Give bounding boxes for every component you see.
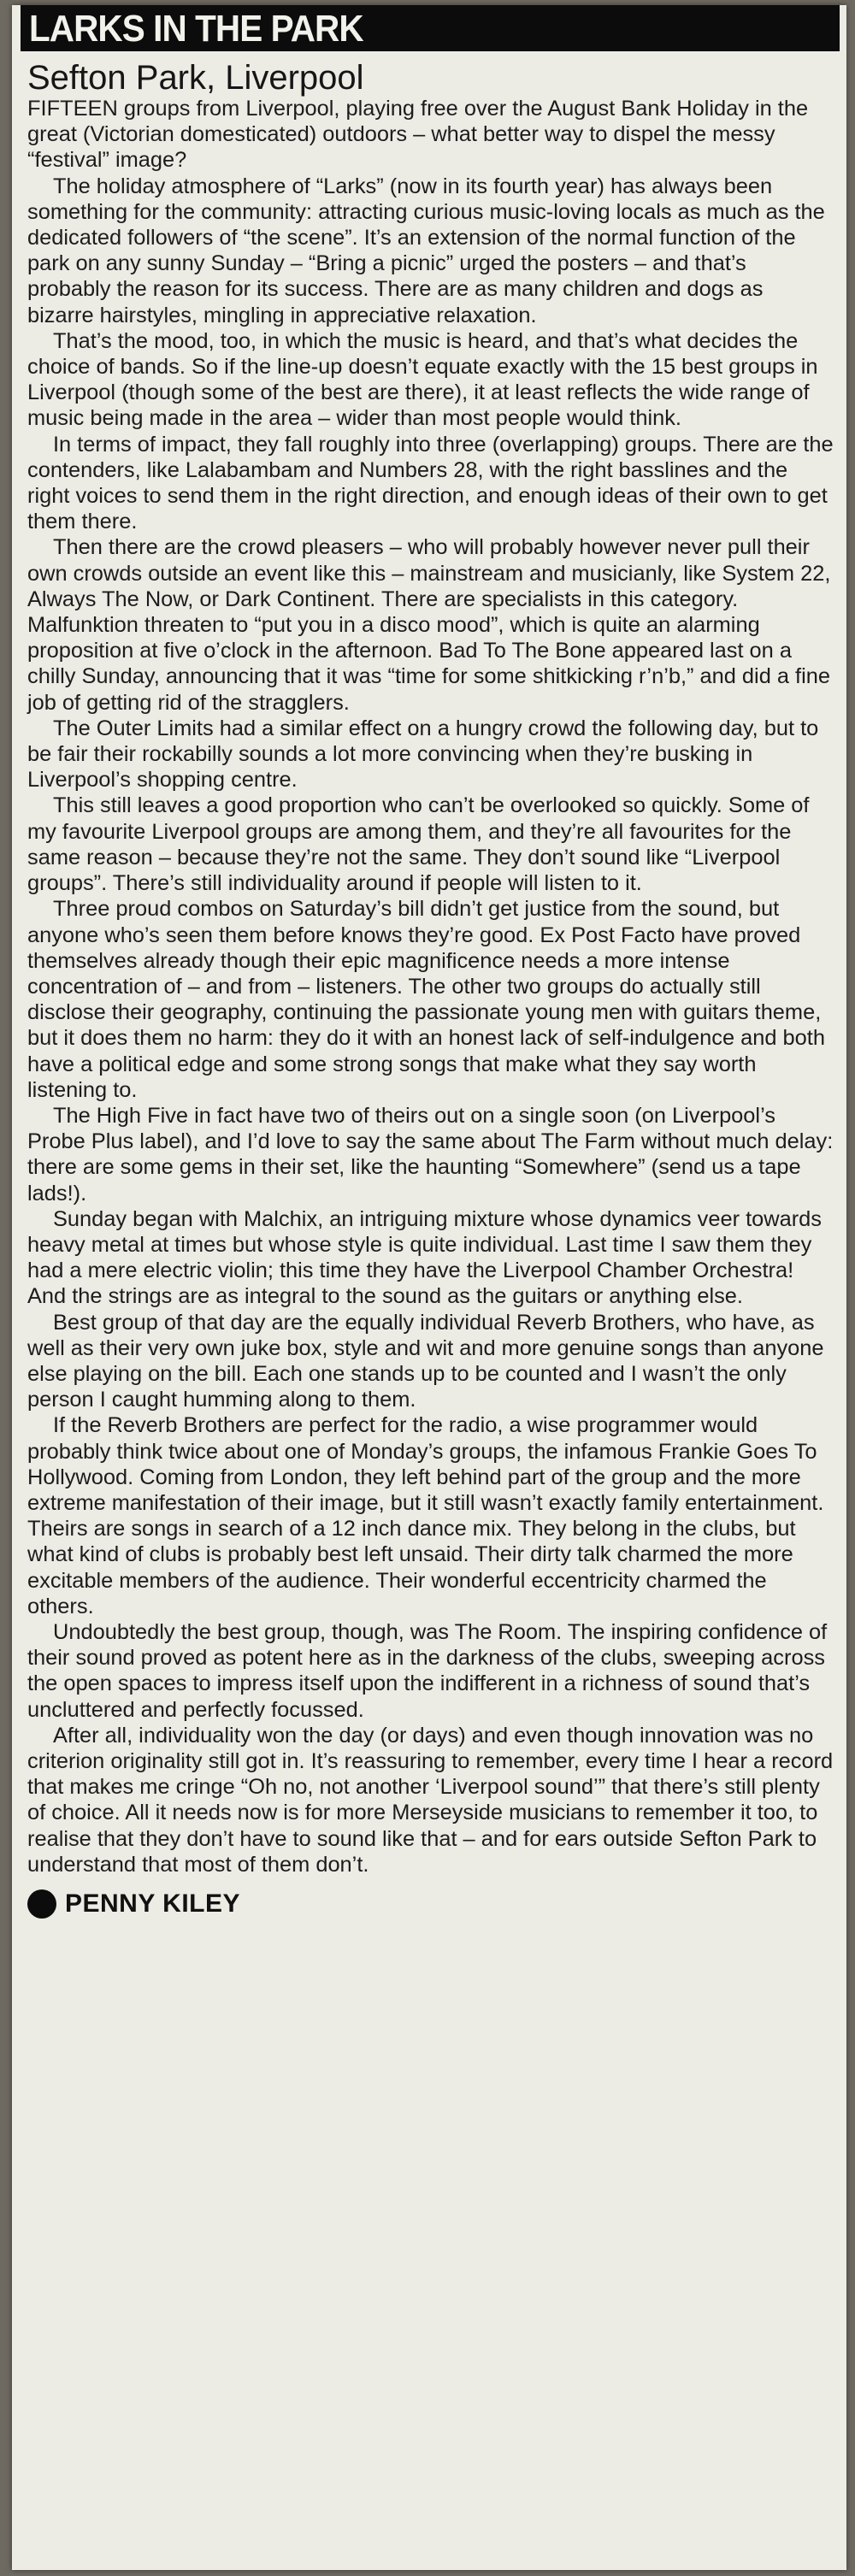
article-paragraph: After all, individuality won the day (or days) and even though innovation was no criterion originality still got in. It’s reassuring to remember, every time I hear a record that makes me cringe “Oh no, not another ‘Liverpool sound’” that there’s still plenty of choice. All it needs now is for more Merseyside musicians to remember it too, to realise that they don’t have to sound like that – and for ears outside Sefton Park to understand that most of them don’t. <box>27 1723 834 1877</box>
article-paragraph: If the Reverb Brothers are perfect for the radio, a wise programmer would probably think twice about one of Monday’s groups, the infamous Frankie Goes To Hollywood. Coming from London, they left behind part of the group and the more extreme manifestation of their image, but it still wasn’t exactly family entertainment. Theirs are songs in search of a 12 inch dance mix. They belong in the clubs, but what kind of clubs is probably best left unsaid. Their dirty talk charmed the more excitable members of the audience. Their wonderful eccentricity charmed the others. <box>27 1413 824 1618</box>
article-paragraph: Sunday began with Malchix, an intriguing mixture whose dynamics veer towards heavy metal at times but whose style is quite individual. Last time I saw them they had a mere electric violin; this time they have the Liverpool Chamber Orchestra! And the strings are as integral to the sound as the guitars or anything else. <box>27 1206 822 1309</box>
article-paragraph: The High Five in fact have two of theirs out on a single soon (on Liverpool’s Probe Plus label), and I’d love to say the same about The Farm without much delay: there are some gems in their set, like the haunting “Somewhere” (send us a tape lads!). <box>27 1103 834 1205</box>
article-paragraph: Then there are the crowd pleasers – who will probably however never pull their own crowds outside an event like this – mainstream and musicianly, like System 22, Always The Now, or Dark Continent. There are specialists in this category. Malfunktion threaten to “put you in a disco mood”, which is quite an alarming proposition at five o’clock in the afternoon. Bad To The Bone appeared last on a chilly Sunday, announcing that it was “time for some shitkicking r’n’b,” and did a fine job of getting rid of the stragglers. <box>27 535 831 715</box>
article-paragraph: FIFTEEN groups from Liverpool, playing free over the August Bank Holiday in the great (Victorian domesticated) outdoors – what better way to dispel the messy “festival” image? <box>27 97 809 173</box>
article-paragraph: Undoubtedly the best group, though, was The Room. The inspiring confidence of their sound proved as potent here as in the darkness of the clubs, sweeping across the open spaces to impress itself upon the indifferent in a richness of sound that’s uncluttered and perfectly focussed. <box>27 1619 828 1722</box>
article-paragraph: Three proud combos on Saturday’s bill didn’t get justice from the sound, but anyone who’s seen them before knows they’re good. Ex Post Facto have proved themselves already though their epic magnificence needs a more intense concentration of – and from – listeners. The other two groups do actually still disclose their geography, continuing the passionate young men with guitars theme, but it does them no harm: they do it with an honest lack of self-indulgence and both have a political edge and some strong songs that make what they say worth listening to. <box>27 897 825 1102</box>
article-paragraph: Best group of that day are the equally individual Reverb Brothers, who have, as well as their very own juke box, style and wit and more genuine songs than anyone else playing on the bill. Each one stands up to be counted and I wasn’t the only person I caught humming along to them. <box>27 1310 824 1412</box>
article-paragraph: The holiday atmosphere of “Larks” (now in its fourth year) has always been something for the community: attracting curious music-loving locals as much as the dedicated followers of “the scene”. It’s an extension of the normal function of the park on any sunny Sunday – “Bring a picnic” urged the posters – and that’s probably the reason for its success. There are as many children and dogs as bizarre hairstyles, mingling in appreciative relaxation. <box>27 174 825 327</box>
byline <box>27 1889 834 1919</box>
bullet-dot-icon <box>27 1889 56 1919</box>
newspaper-clipping <box>12 5 846 2570</box>
article-paragraph: That’s the mood, too, in which the music is heard, and that’s what decides the choice of bands. So if the line-up doesn’t equate exactly with the 15 best groups in Liverpool (though some of the best are there), it at least reflects the wide range of music being made in the area – wider than most people would think. <box>27 328 818 431</box>
headline: LARKS IN THE PARK <box>29 8 363 50</box>
article-paragraph: In terms of impact, they fall roughly into three (overlapping) groups. There are the contenders, like Lalabambam and Numbers 28, with the right basslines and the right voices to send them in the right direction, and enough ideas of their own to get them there. <box>27 432 834 534</box>
article-body <box>27 96 834 1877</box>
article-paragraph: This still leaves a good proportion who can’t be overlooked so quickly. Some of my favourite Liverpool groups are among them, and they’re all favourites for the same reason – because they’re not the same. They don’t sound like “Liverpool groups”. There’s still individuality around if people will listen to it. <box>27 793 810 896</box>
article-paragraph: The Outer Limits had a similar effect on a hungry crowd the following day, but to be fair their rockabilly sounds a lot more convincing when they’re busking in Liverpool’s shopping centre. <box>27 716 819 793</box>
headline-bar <box>21 5 840 51</box>
subheadline: Sefton Park, Liverpool <box>27 59 364 97</box>
byline-author: PENNY KILEY <box>65 1889 240 1919</box>
